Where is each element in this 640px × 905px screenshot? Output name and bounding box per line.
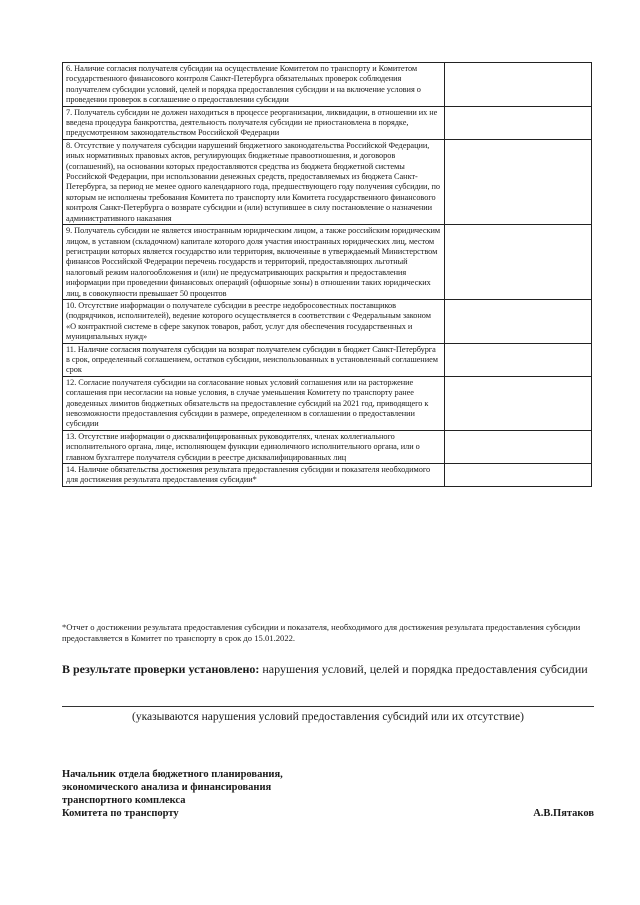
result-cell bbox=[445, 106, 592, 139]
condition-cell: 8. Отсутствие у получателя субсидии нарушений бюджетного законодательства Российской Федерации, иных нормативных правовых актов, регулирующих бюджетные правоотношения, и договоров (соглашений), на основании которых предоставляются средства из бюджета бюджетной системы Российской Федерации, при использовании денежных средств, предоставляемых из бюджета Санкт-Петербурга, за период не менее одного календарного года, предшествующего году получения субсидии, по которым не исполнены требования Комитета по транспорту или Комитета государственного финансового контроля Санкт-Петербурга о возврате субсидии и (или) вступившее в силу постановление о назначении административного наказания bbox=[63, 139, 445, 224]
signer-name: А.В.Пятаков bbox=[533, 808, 594, 819]
table-row bbox=[63, 464, 592, 487]
condition-cell: 14. Наличие обязательства достижения результата предоставления субсидии и показателя необходимого для достижения результата предоставления субсидии* bbox=[63, 464, 445, 487]
result-paragraph bbox=[62, 662, 594, 677]
checks-table-body bbox=[63, 63, 592, 487]
result-cell bbox=[445, 139, 592, 224]
result-cell bbox=[445, 376, 592, 430]
result-cell bbox=[445, 299, 592, 343]
result-label: В результате проверки установлено: bbox=[62, 662, 260, 676]
result-cell bbox=[445, 430, 592, 463]
checks-table bbox=[62, 62, 592, 487]
condition-cell: 7. Получатель субсидии не должен находиться в процессе реорганизации, ликвидации, в отношении их не введена процедура банкротства, деятельность получателя субсидии не приостановлена в порядке, предусмотренном законодательством Российской Федерации bbox=[63, 106, 445, 139]
table-row bbox=[63, 376, 592, 430]
signature-line: экономического анализа и финансирования bbox=[62, 782, 272, 793]
signature-line: транспортного комплекса bbox=[62, 795, 186, 806]
condition-cell: 11. Наличие согласия получателя субсидии на возврат получателем субсидии в бюджет Санкт-Петербурга в срок, определенный соглашением, остатков субсидии, неиспользованных в установленный соглашением срок bbox=[63, 343, 445, 376]
table-row bbox=[63, 299, 592, 343]
condition-cell: 10. Отсутствие информации о получателе субсидии в реестре недобросовестных поставщиков (подрядчиков, исполнителей), ведение которого осуществляется в соответствии с Федеральным законом «О контрактной системе в сфере закупок товаров, работ, услуг для обеспечения государственных и муниципальных нужд» bbox=[63, 299, 445, 343]
result-cell bbox=[445, 343, 592, 376]
signature-block bbox=[62, 768, 594, 820]
result-cell bbox=[445, 63, 592, 107]
condition-cell: 6. Наличие согласия получателя субсидии на осуществление Комитетом по транспорту и Комитетом государственного финансового контроля Санкт-Петербурга обязательных проверок соблюдения получателем субсидии условий, целей и порядка предоставления субсидии и на включение условия о проведении проверок в соглашение о предоставлении субсидии bbox=[63, 63, 445, 107]
footnote: *Отчет о достижении результата предоставления субсидии и показателя, необходимого для достижения результата предоставления субсидии предоставляется в Комитет по транспорту в срок до 15.01.2022. bbox=[62, 622, 581, 643]
table-row bbox=[63, 225, 592, 300]
condition-cell: 12. Согласие получателя субсидии на согласование новых условий соглашения или на расторжение соглашения при несогласии на новые условия, в случае уменьшения Комитету по транспорту ранее доведенных лимитов бюджетных обязательств на предоставление субсидий на 2021 год, приводящего к невозможности предоставления субсидии в размере, определенном в соглашении о предоставлении субсидии bbox=[63, 376, 445, 430]
table-row bbox=[63, 343, 592, 376]
signature-line: Начальник отдела бюджетного планирования, bbox=[62, 769, 283, 780]
signature-line: Комитета по транспорту bbox=[62, 808, 179, 819]
table-row bbox=[63, 63, 592, 107]
result-cell bbox=[445, 464, 592, 487]
result-text: нарушения условий, целей и порядка предоставления субсидии bbox=[259, 662, 588, 676]
table-row bbox=[63, 106, 592, 139]
condition-cell: 9. Получатель субсидии не является иностранным юридическим лицом, а также российским юридическим лицом, в уставном (складочном) капитале которого доля участия иностранных юридических лиц, местом регистрации которых является государство или территория, включенные в утверждаемый Министерством финансов Российской Федерации перечень государств и территорий, предоставляющих льготный налоговый режим налогообложения и (или) не предусматривающих раскрытия и предоставления информации при проведении финансовых операций (офшорные зоны) в отношении таких юридических лиц, в совокупности превышает 50 процентов bbox=[63, 225, 445, 300]
condition-cell: 13. Отсутствие информации о дисквалифицированных руководителях, членах коллегиального исполнительного органа, лице, исполняющем функции единоличного исполнительного органа, или о главном бухгалтере получателя субсидии в реестре дисквалифицированных лиц bbox=[63, 430, 445, 463]
table-row bbox=[63, 139, 592, 224]
result-cell bbox=[445, 225, 592, 300]
violations-caption: (указываются нарушения условий предоставления субсидий или их отсутствие) bbox=[131, 711, 524, 723]
violations-fill-line bbox=[62, 706, 594, 707]
table-row bbox=[63, 430, 592, 463]
